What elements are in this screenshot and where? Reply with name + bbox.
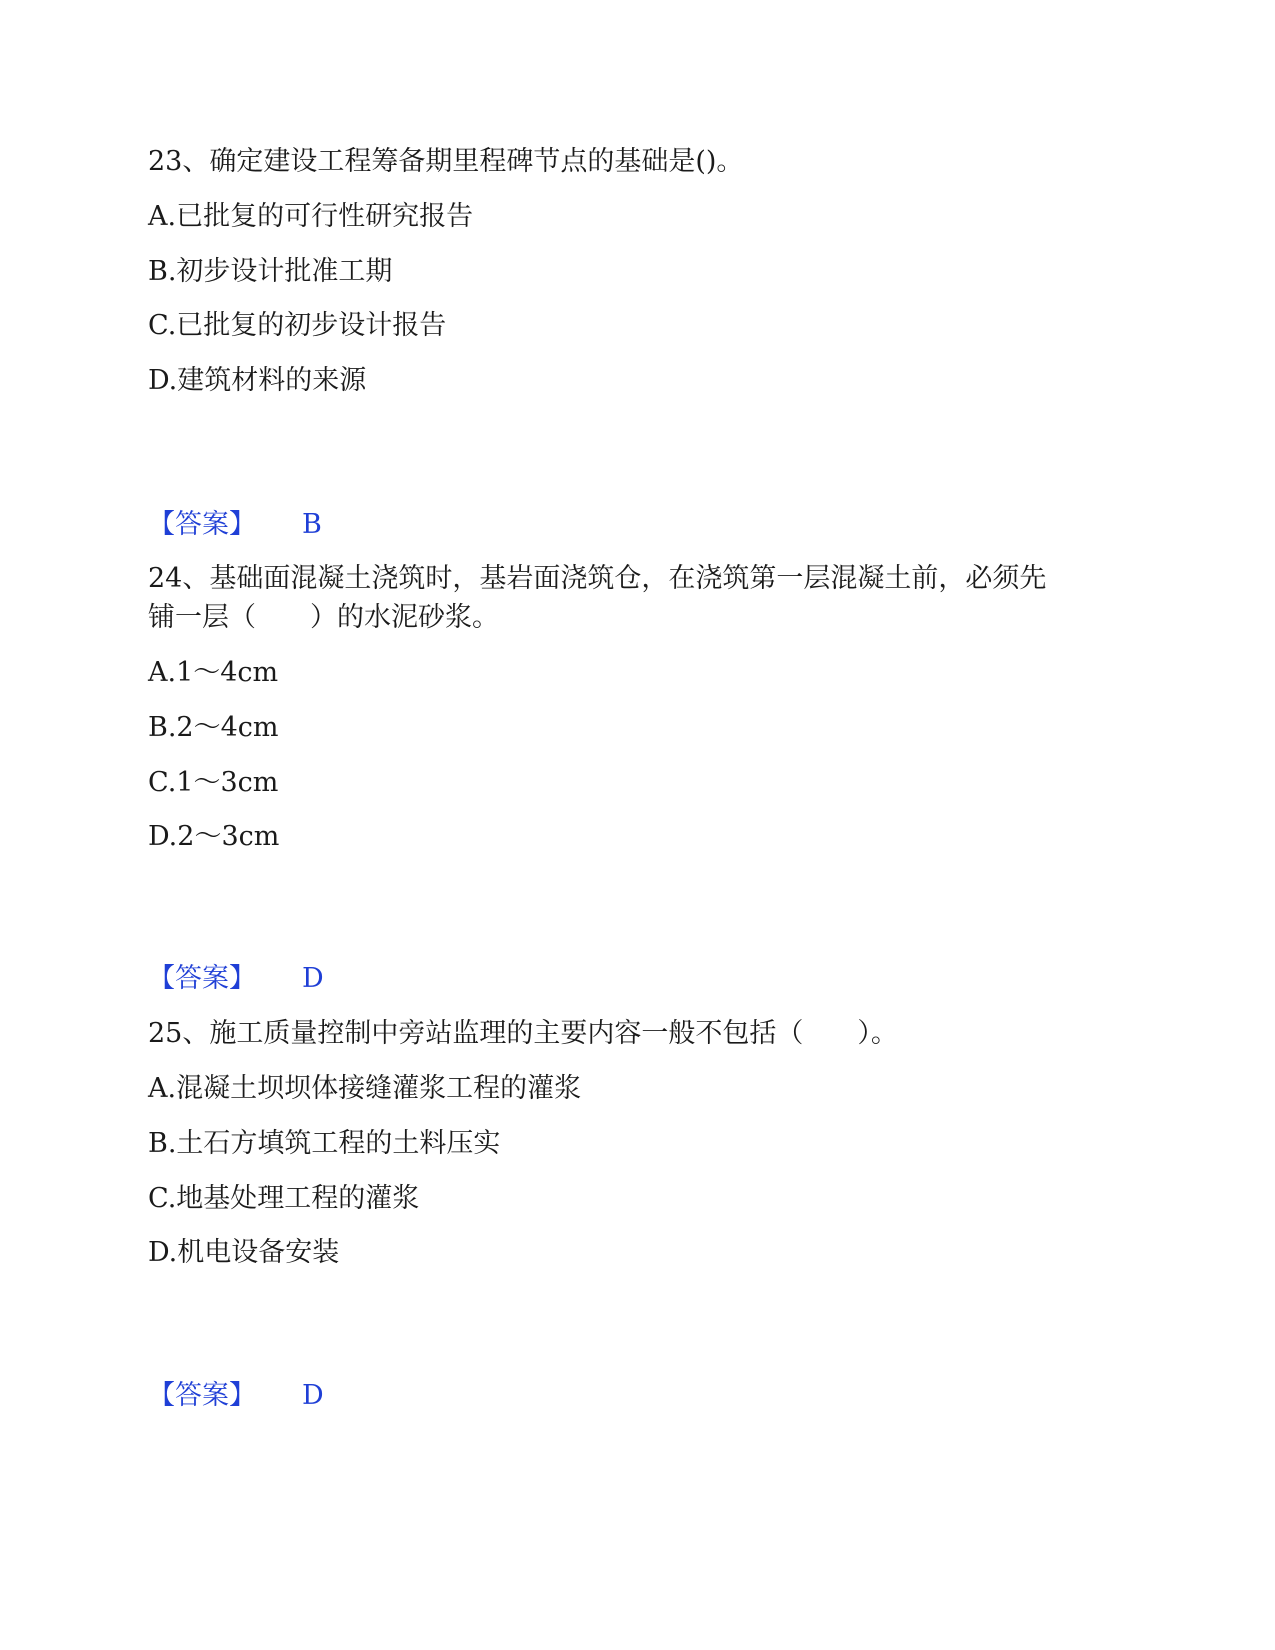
answer-letter: B: [302, 509, 322, 540]
question-stem: 25、施工质量控制中旁站监理的主要内容一般不包括（ ）。: [148, 1018, 898, 1049]
option-b: B.土石方填筑工程的土料压实: [148, 1128, 501, 1159]
option-c: C.已批复的初步设计报告: [148, 310, 447, 341]
option-c: C.地基处理工程的灌浆: [148, 1183, 420, 1214]
option-a: A.混凝土坝坝体接缝灌浆工程的灌浆: [148, 1073, 582, 1104]
answer-line: [148, 962, 324, 996]
option-a: A.1～4cm: [148, 657, 279, 688]
option-b: B.初步设计批准工期: [148, 256, 393, 287]
question-stem: 24、基础面混凝土浇筑时，基岩面浇筑仓，在浇筑第一层混凝土前，必须先: [148, 563, 1047, 594]
option-d: D.机电设备安装: [148, 1237, 340, 1268]
option-c: C.1～3cm: [148, 767, 279, 798]
answer-line: [148, 1379, 324, 1413]
option-d: D.2～3cm: [148, 821, 280, 852]
question-stem-continued: 铺一层（ ）的水泥砂浆。: [148, 602, 499, 633]
option-b: B.2～4cm: [148, 712, 279, 743]
answer-label: 【答案】: [148, 1380, 256, 1411]
answer-line: [148, 508, 322, 542]
option-d: D.建筑材料的来源: [148, 365, 367, 396]
question-stem: 23、确定建设工程筹备期里程碑节点的基础是()。: [148, 146, 744, 177]
answer-label: 【答案】: [148, 509, 256, 540]
answer-letter: D: [302, 1380, 324, 1411]
option-a: A.已批复的可行性研究报告: [148, 201, 474, 232]
answer-label: 【答案】: [148, 963, 256, 994]
answer-letter: D: [302, 963, 324, 994]
